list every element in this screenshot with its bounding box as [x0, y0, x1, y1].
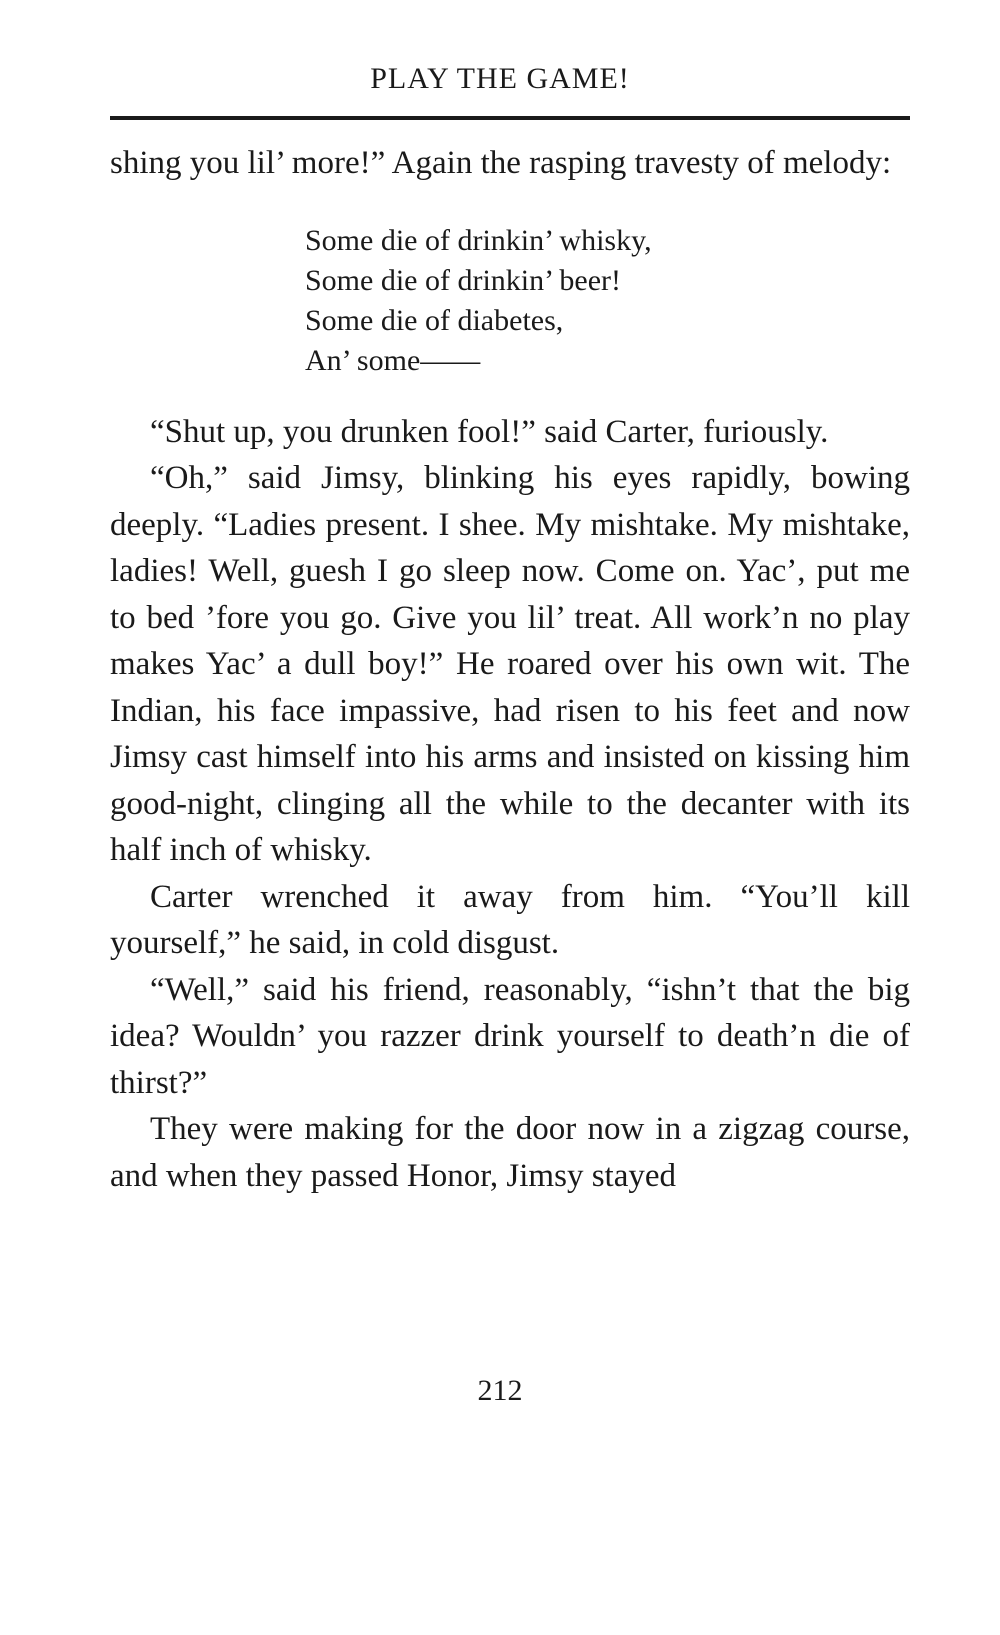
paragraph-continuation: shing you lil’ more!” Again the rasping travesty of melody:	[110, 145, 892, 181]
paragraph: “Shut up, you drunken fool!” said Carter, furiously.	[150, 413, 829, 450]
running-head: PLAY THE GAME!	[370, 62, 630, 95]
page-number: 212	[477, 1374, 523, 1407]
verse-line: Some die of diabetes,	[305, 303, 564, 337]
paragraph: Carter wrenched it away from him. “You’ll kill yourself,” he said, in cold disgust.	[110, 878, 910, 961]
song-verse	[305, 221, 910, 381]
paragraph: “Well,” said his friend, reasonably, “ishn’t that the big idea? Wouldn’ you razzer drink yourself to death’n die of thirst?”	[110, 971, 910, 1101]
verse-line: An’ some——	[305, 343, 481, 377]
verse-line: Some die of drinkin’ beer!	[305, 263, 622, 297]
paragraph: “Oh,” said Jimsy, blinking his eyes rapidly, bowing deeply. “Ladies present. I shee. My mishtake. My mishtake, ladies! Well, guesh I go sleep now. Come on. Yac’, put me to bed ’fore you go. Give you lil’ treat. All work’n no play makes Yac’ a dull boy!” He roared over his own wit. The Indian, his face impassive, had risen to his feet and now Jimsy cast himself into his arms and insisted on kissing him good-night, clinging all the while to the decanter with its half inch of whisky.	[110, 460, 910, 868]
body-text	[110, 140, 910, 1199]
paragraph: They were making for the door now in a zigzag course, and when they passed Honor, Jimsy stayed	[110, 1111, 910, 1194]
verse-line: Some die of drinkin’ whisky,	[305, 223, 652, 257]
header-rule	[110, 116, 910, 120]
